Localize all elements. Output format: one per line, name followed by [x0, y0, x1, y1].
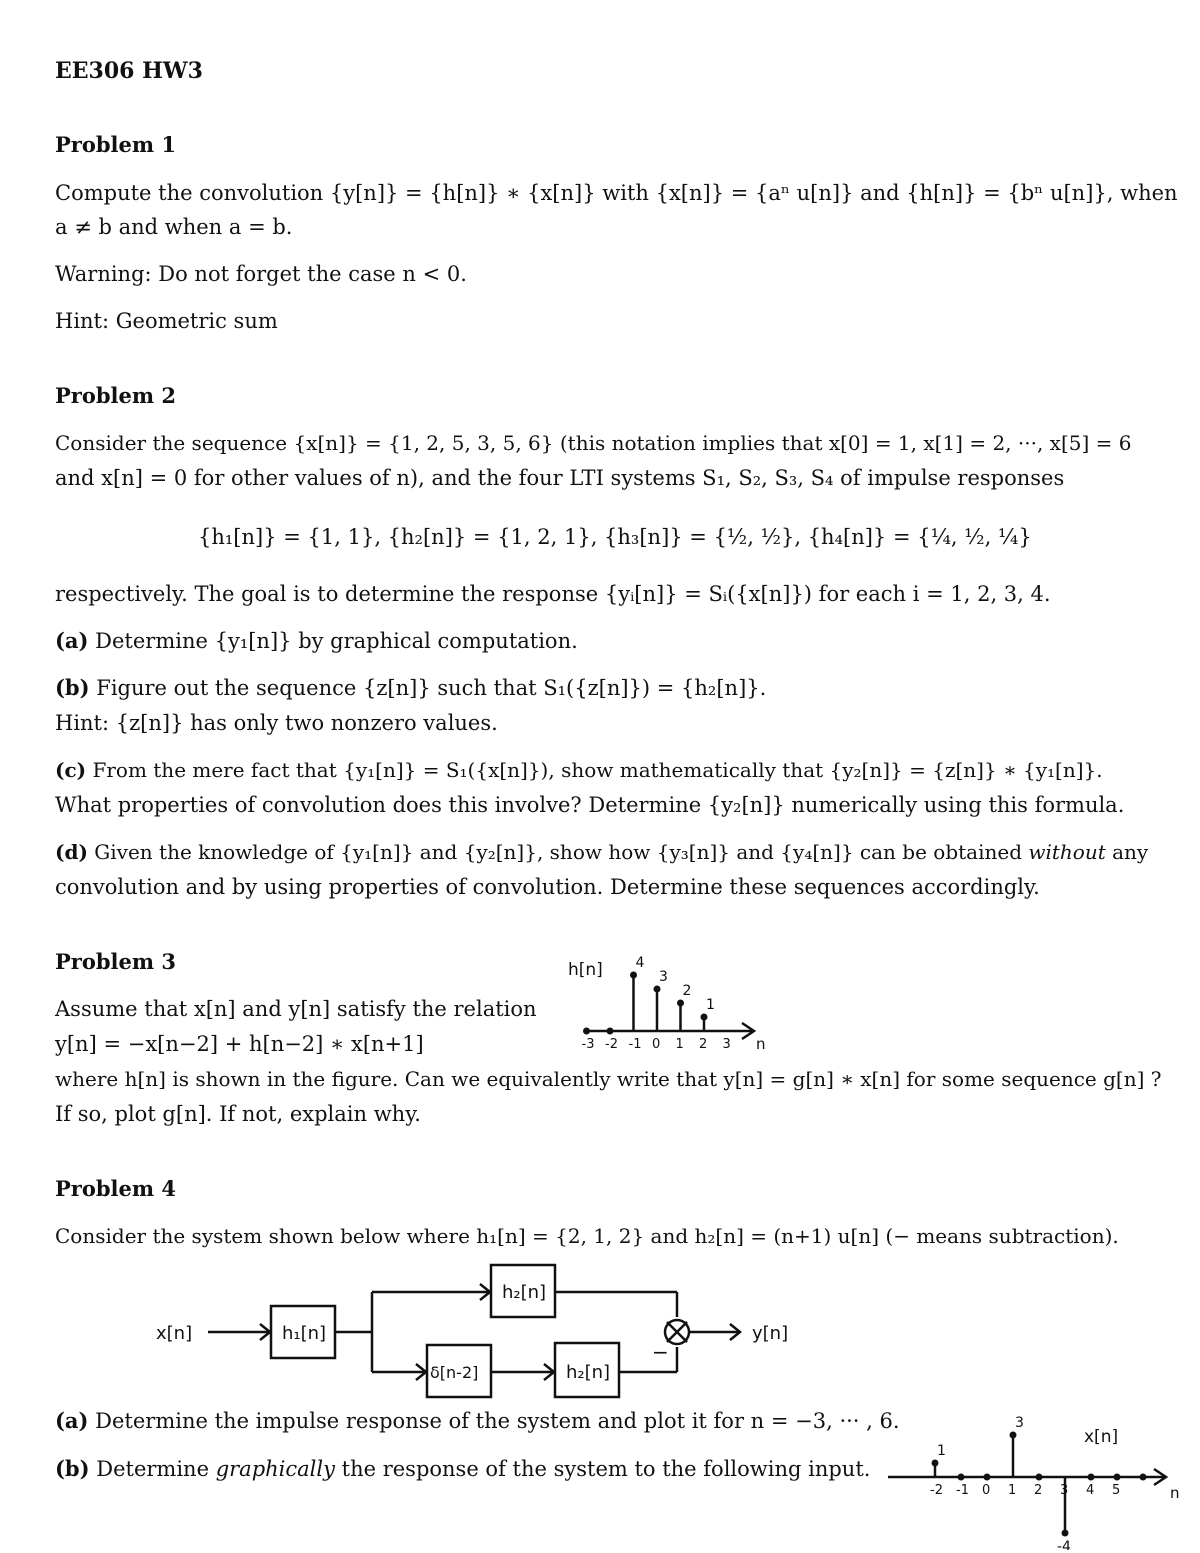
part-b-text: Figure out the sequence {z[n]} such that S₁({z[n]}) = {h₂[n]}. — [96, 676, 767, 700]
x-n-value-label-1: 3 — [1015, 1415, 1024, 1431]
delay-block-label: δ[n-2] — [430, 1363, 479, 1382]
problem-2-line-2: and x[n] = 0 for other values of n), and the four LTI systems S₁, S₂, S₃, S₄ of impulse responses — [55, 466, 1065, 490]
x-n-value-label--2: 1 — [937, 1443, 946, 1459]
x-n-tick-label-0: 0 — [982, 1483, 991, 1498]
x-n-tick-label-4: 4 — [1086, 1483, 1095, 1498]
x-n-stem-head-0 — [984, 1474, 991, 1481]
part-a-text: Determine {y₁[n]} by graphical computation. — [95, 629, 578, 653]
part-d-emphasis: without — [1028, 840, 1106, 864]
problem-3-line-2: y[n] = −x[n−2] + h[n−2] ∗ x[n+1] — [55, 1032, 424, 1056]
h-n-tick-label--3: -3 — [581, 1037, 595, 1052]
x-n-stem-head-4 — [1088, 1474, 1095, 1481]
x-n-tick-labels — [930, 1483, 1120, 1498]
problem-1-line-2: a ≠ b and when a = b. — [55, 215, 293, 239]
h-n-stem-head--1 — [630, 972, 637, 979]
p4-part-b-emphasis: graphically — [215, 1457, 335, 1481]
x-n-stem-plot — [880, 1410, 1185, 1550]
x-n-stem-head--1 — [958, 1474, 965, 1481]
part-b-hint: Hint: {z[n]} has only two nonzero values. — [55, 711, 498, 735]
part-b — [55, 673, 766, 703]
impulse-responses-equation: {h₁[n]} = {1, 1}, {h₂[n]} = {1, 2, 1}, {h₃[n]} = {½, ½}, {h₄[n]} = {¼, ½, ¼} — [198, 525, 1032, 549]
part-c-label: (c) — [55, 758, 87, 782]
h-n-tick-labels — [582, 1037, 731, 1052]
p4-part-a-text: Determine the impulse response of the system and plot it for n = −3, ··· , 6. — [95, 1409, 900, 1433]
x-n-value-label-3: -4 — [1057, 1539, 1071, 1550]
h-n-stem-plot — [560, 945, 780, 1060]
h-n-tick-label-1: 1 — [675, 1037, 684, 1052]
p4-part-a-label: (a) — [55, 1408, 89, 1433]
part-d-text-2: any — [1105, 840, 1149, 864]
problem-3-line-3: where h[n] is shown in the figure. Can we equivalently write that y[n] = g[n] ∗ x[n] for some sequence g[n] ? — [55, 1067, 1162, 1091]
x-n-plot-title: x[n] — [1084, 1427, 1119, 1447]
x-n-stem-head--2 — [932, 1460, 939, 1467]
h2-bottom-block-label: h₂[n] — [566, 1362, 611, 1383]
h-n-stem-head-2 — [701, 1014, 708, 1021]
p4-part-b-label: (b) — [55, 1456, 90, 1481]
h-n-tick-label--2: -2 — [605, 1037, 618, 1052]
x-n-stem-head-5 — [1114, 1474, 1121, 1481]
p4-part-b-text-1: Determine — [96, 1457, 216, 1481]
problem-3-heading: Problem 3 — [55, 949, 177, 974]
x-n-tick-label-1: 1 — [1008, 1483, 1017, 1498]
diagram-output-label: y[n] — [752, 1323, 789, 1344]
part-d-text-1: Given the knowledge of {y₁[n]} and {y₂[n]}, show how {y₃[n]} and {y₄[n]} can be obtained — [94, 840, 1029, 864]
x-n-stem-head-6 — [1140, 1474, 1147, 1481]
x-n-tick-label--2: -2 — [930, 1483, 943, 1498]
problem-4-heading: Problem 4 — [55, 1176, 177, 1201]
h-n-plot-title: h[n] — [568, 960, 603, 980]
h-n-stem-head-1 — [677, 1000, 684, 1007]
part-c-text: From the mere fact that {y₁[n]} = S₁({x[n]}), show mathematically that {y₂[n]} = {z[n]} ∗ {y₁[n]}. — [92, 758, 1103, 782]
x-n-stem-head-1 — [1010, 1432, 1017, 1439]
part-d — [55, 837, 1148, 867]
h-n-value-label--1: 4 — [635, 955, 645, 971]
p4-part-a — [55, 1406, 900, 1436]
system-block-diagram — [140, 1255, 820, 1405]
h-n-stem-head--2 — [607, 1028, 614, 1035]
part-d-line-2: convolution and by using properties of convolution. Determine these sequences accordingly. — [55, 875, 1040, 899]
part-b-label: (b) — [55, 675, 90, 700]
x-n-axis-label: n — [1170, 1484, 1180, 1502]
x-n-stem-head-3 — [1062, 1530, 1069, 1537]
h-n-tick-label-0: 0 — [652, 1037, 661, 1052]
h-n-value-label-0: 3 — [659, 969, 668, 985]
p4-part-b — [55, 1454, 870, 1484]
h-n-tick-label-3: 3 — [722, 1037, 731, 1052]
diagram-input-label: x[n] — [156, 1323, 193, 1344]
problem-1-heading: Problem 1 — [55, 132, 177, 157]
part-c — [55, 755, 1103, 785]
page-title: EE306 HW3 — [55, 58, 203, 84]
x-n-tick-label--1: -1 — [956, 1483, 969, 1498]
problem-3-line-4: If so, plot g[n]. If not, explain why. — [55, 1102, 421, 1126]
problem-3-line-1: Assume that x[n] and y[n] satisfy the relation — [55, 997, 537, 1021]
x-n-tick-label-2: 2 — [1034, 1483, 1043, 1498]
problem-1-warning: Warning: Do not forget the case n < 0. — [55, 262, 467, 286]
h-n-tick-label--1: -1 — [628, 1037, 642, 1052]
problem-2-heading: Problem 2 — [55, 383, 177, 408]
part-a-label: (a) — [55, 628, 89, 653]
part-c-line-2: What properties of convolution does this involve? Determine {y₂[n]} numerically using this formula. — [55, 793, 1125, 817]
problem-2-line-1: Consider the sequence {x[n]} = {1, 2, 5, 3, 5, 6} (this notation implies that x[0] = 1, x[1] = 2, ···, x[5] = 6 — [55, 431, 1132, 455]
problem-2-line-3: respectively. The goal is to determine the response {yᵢ[n]} = Sᵢ({x[n]}) for each i = 1, 2, 3, 4. — [55, 582, 1051, 606]
h-n-stem-head--3 — [583, 1028, 590, 1035]
h-n-tick-label-2: 2 — [699, 1037, 708, 1052]
x-n-stem-head-2 — [1036, 1474, 1043, 1481]
h-n-value-label-2: 1 — [706, 997, 715, 1013]
minus-sign: − — [652, 1340, 669, 1364]
problem-1-hint: Hint: Geometric sum — [55, 309, 278, 333]
h1-block-label: h₁[n] — [282, 1323, 327, 1344]
p4-part-b-text-2: the response of the system to the following input. — [334, 1457, 871, 1481]
h-n-axis-label: n — [756, 1035, 766, 1053]
h2-top-block-label: h₂[n] — [502, 1282, 547, 1303]
problem-4-line-1: Consider the system shown below where h₁[n] = {2, 1, 2} and h₂[n] = (n+1) u[n] (− means subtraction). — [55, 1224, 1119, 1248]
h-n-value-label-1: 2 — [682, 983, 692, 999]
part-d-label: (d) — [55, 840, 88, 864]
part-a — [55, 626, 578, 656]
x-n-tick-label-5: 5 — [1112, 1483, 1121, 1498]
x-n-tick-label-3: 3 — [1060, 1483, 1069, 1498]
h-n-stem-head-0 — [654, 986, 661, 993]
problem-1-line-1: Compute the convolution {y[n]} = {h[n]} ∗ {x[n]} with {x[n]} = {aⁿ u[n]} and {h[n]} = {bⁿ u[n]}, when — [55, 181, 1178, 205]
